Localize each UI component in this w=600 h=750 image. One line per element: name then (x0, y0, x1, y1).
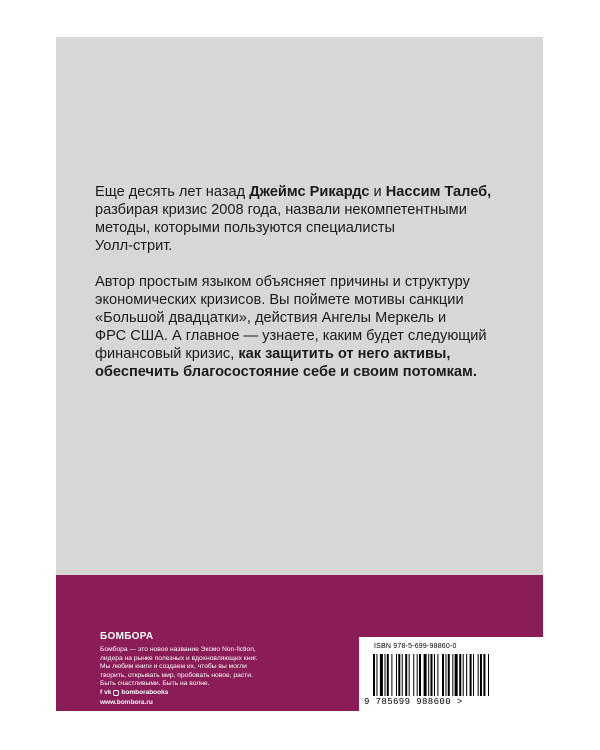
tagline-line: Мы любим книги и создаем их, чтобы вы могли (100, 663, 247, 671)
blurb-paragraph-1 (95, 183, 515, 255)
blurb-line: разбирая кризис 2008 года, назвали некомпетентными (95, 202, 467, 218)
vk-icon: vk (104, 689, 112, 696)
barcode-digits: 9 785699 988600 > (364, 697, 463, 707)
author-name-taleb: Нассим Талеб, (385, 184, 492, 200)
barcode-panel (359, 637, 543, 711)
instagram-icon (113, 690, 119, 696)
blurb-text-segment: финансовый кризис, (95, 346, 239, 362)
social-links (100, 689, 168, 696)
blurb-highlight: обеспечить благосостояние себе и своим потомкам. (95, 364, 477, 380)
blurb-text (95, 183, 515, 381)
blurb-text-segment: и (369, 184, 386, 200)
tagline-line: Быть счастливыми. Быть на волне. (100, 680, 210, 688)
blurb-line: методы, которыми пользуются специалисты (95, 220, 396, 236)
tagline-line: лидера на рынке полезных и вдохновляющих книг. (100, 654, 258, 662)
facebook-icon: f (100, 689, 103, 696)
publisher-band (56, 575, 543, 711)
blurb-line: ФРС США. А главное — узнаете, каким будет следующий (95, 328, 487, 344)
blurb-text-segment: Еще десять лет назад (95, 184, 250, 200)
barcode-image (373, 654, 529, 696)
blurb-highlight: как защитить от него активы, (238, 346, 451, 362)
blurb-line: Автор простым языком объясняет причины и структуру (95, 274, 470, 290)
tagline-line: творить, открывать мир, пробовать новое, расти. (100, 671, 253, 679)
tagline-line: Бомбора — это новое название Эксмо Non-fiction, (100, 646, 256, 653)
blurb-paragraph-2 (95, 273, 515, 381)
back-cover (56, 37, 543, 711)
blurb-line: Уолл-стрит. (95, 238, 173, 254)
publisher-logo: БОМБОРА (100, 631, 154, 642)
blurb-line: «Большой двадцатки», действия Ангелы Меркель и (95, 310, 447, 326)
publisher-tagline (100, 646, 335, 689)
isbn-label: ISBN 978-5-699-98860-0 (374, 643, 457, 650)
blurb-line: экономических кризисов. Вы поймете мотивы санкции (95, 292, 464, 308)
author-name-rickards: Джеймс Рикардс (249, 184, 370, 200)
social-handle: bomborabooks (121, 689, 169, 696)
website-link: www.bombora.ru (100, 699, 153, 706)
